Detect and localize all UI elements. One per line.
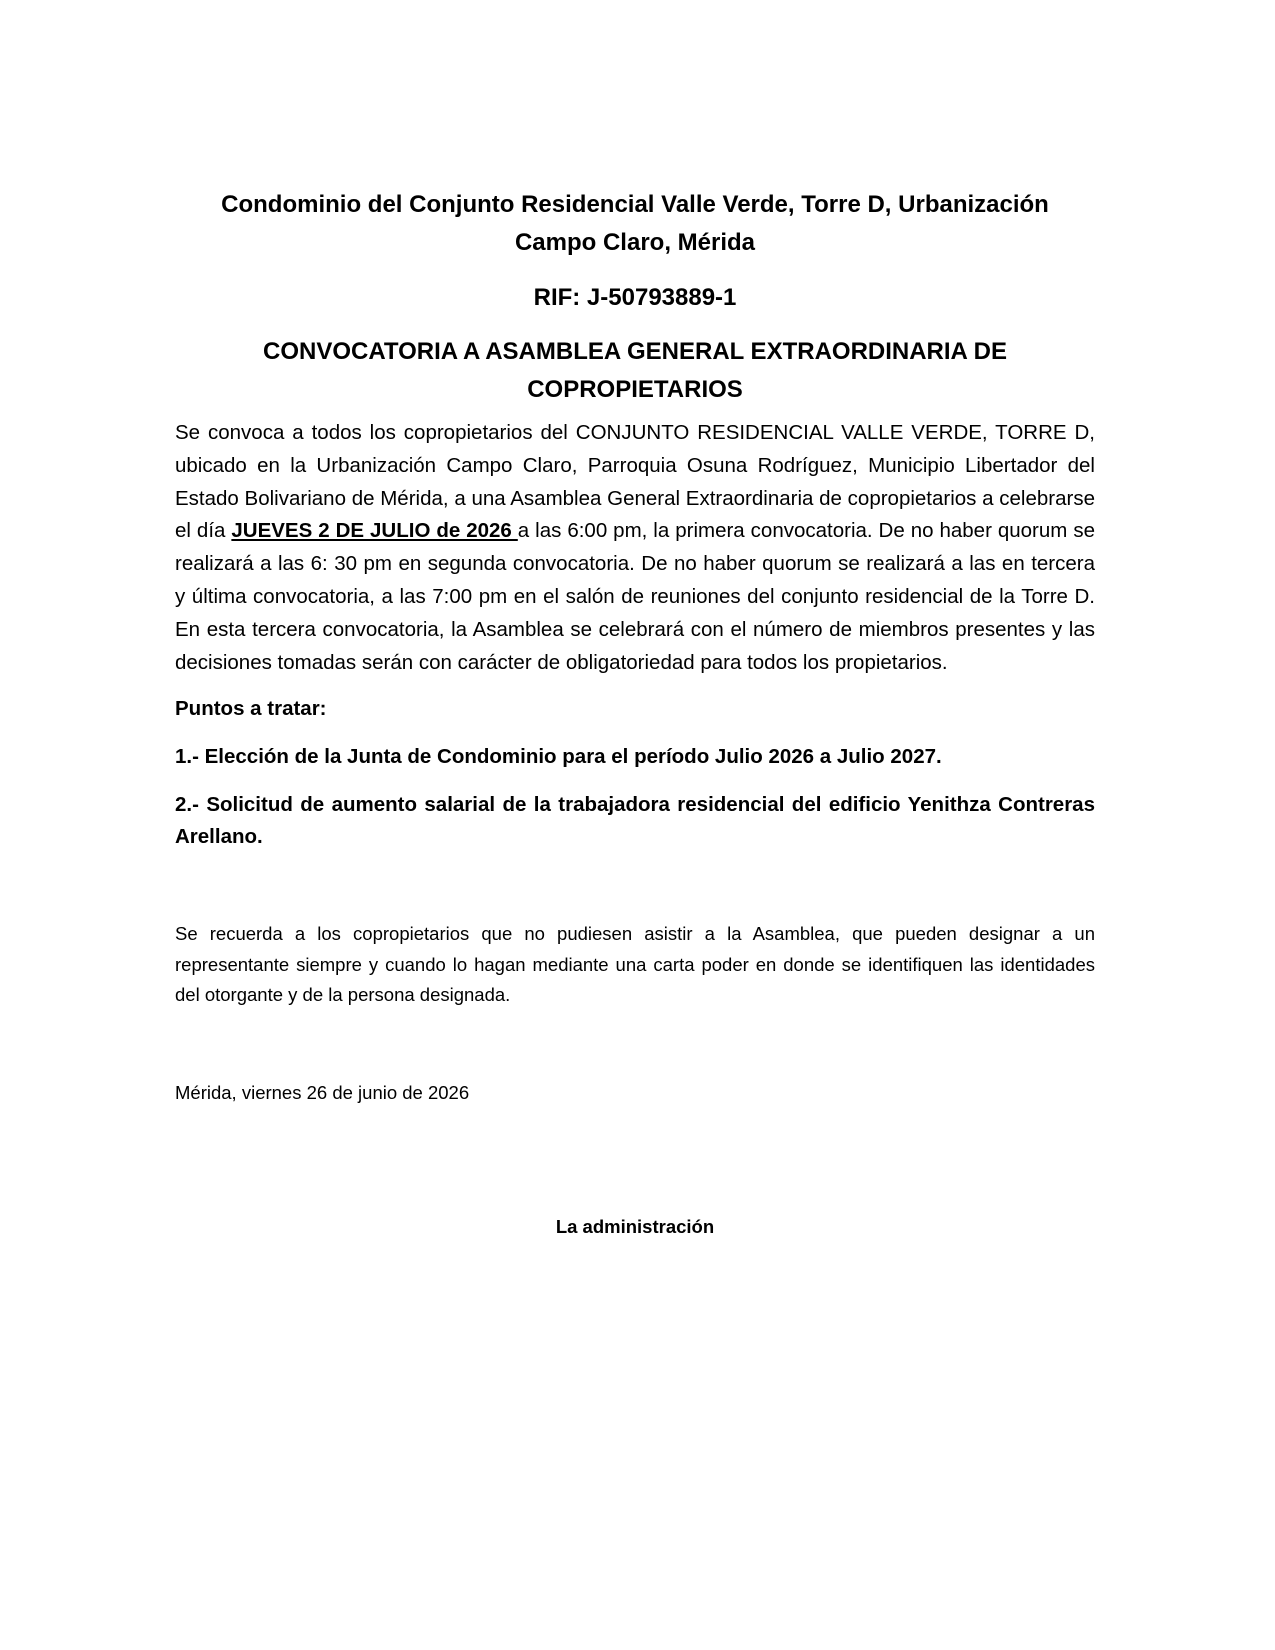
- intro-continuation: a las 6:00 pm, la primera convocatoria. De no haber quorum se realizará a las 6: 30 pm en segunda convocatoria. De no haber quorum se realizará a las en tercera y última convocatoria, a las 7:00 pm en el salón de reuniones del conjunto residencial de la Torre D. En esta tercera convocatoria, la Asamblea se celebrará con el número de miembros presentes y las decisiones tomadas serán con carácter de obligatoriedad para todos los propietarios.: [175, 519, 1095, 674]
- convocatoria-heading: [175, 333, 1095, 409]
- agenda-item-2: 2.- Solicitud de aumento salarial de la trabajadora residencial del edificio Yenithza Contreras Arellano.: [175, 793, 1095, 849]
- place-and-date: Mérida, viernes 26 de junio de 2026: [175, 1081, 470, 1103]
- intro-text: Se convoca a todos los copropietarios del CONJUNTO RESIDENCIAL VALLE VERDE, TORRE D, ubicado en la Urbanización Campo Claro, Parroquia Osuna Rodríguez, Municipio Libertador del Estado Bolivariano de Mérida, a una Asamblea General Extraordinaria de copropietarios a celebrarse el día: [175, 421, 1095, 543]
- title-line-2: Campo Claro, Mérida: [514, 229, 756, 256]
- document-title: [175, 186, 1095, 262]
- agenda-heading: Puntos a tratar:: [175, 697, 327, 721]
- convocatoria-line-1: CONVOCATORIA A ASAMBLEA GENERAL EXTRAORDINARIA DE: [262, 338, 1008, 365]
- rif-number: RIF: J-50793889-1: [533, 284, 737, 311]
- signature: La administración: [555, 1215, 715, 1237]
- proxy-note: Se recuerda a los copropietarios que no pudiesen asistir a la Asamblea, que pueden designar a un representante siempre y cuando lo hagan mediante una carta poder en donde se identifiquen las identidades del otorgante y de la persona designada.: [175, 923, 1095, 1006]
- convocatoria-line-2: COPROPIETARIOS: [527, 376, 743, 403]
- title-line-1: Condominio del Conjunto Residencial Valle Verde, Torre D, Urbanización: [221, 191, 1049, 218]
- convocation-paragraph: [175, 417, 1095, 679]
- agenda-item-1: 1.- Elección de la Junta de Condominio para el período Julio 2026 a Julio 2027.: [175, 745, 942, 769]
- document-page: [175, 186, 1095, 1242]
- meeting-date: JUEVES 2 DE JULIO de 2026: [231, 519, 518, 543]
